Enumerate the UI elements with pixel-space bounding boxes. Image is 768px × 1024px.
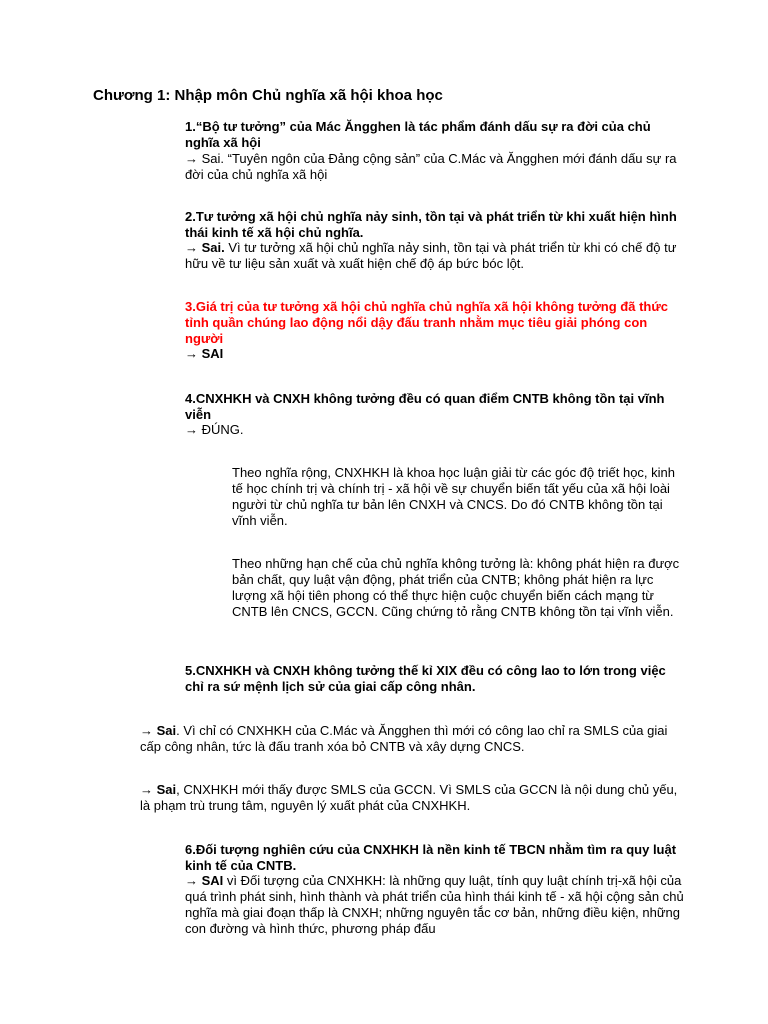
question-5: 5.CNXHKH và CNXH không tưởng thế kỉ XIX đều có công lao to lớn trong việc chỉ ra sứ mệnh lịch sử của giai cấp công nhân. — [185, 663, 666, 694]
answer-2-arrow: → — [185, 240, 202, 255]
answer-5-a-verdict: Sai — [156, 723, 177, 738]
answer-5-b-verdict: Sai — [156, 782, 177, 797]
answer-2 — [185, 240, 685, 272]
question-1: 1.“Bộ tư tưởng” của Mác Ăngghen là tác phẩm đánh dấu sự ra đời của chủ nghĩa xã hội — [185, 119, 651, 150]
answer-5-a-arrow: → — [140, 723, 157, 738]
question-3: 3.Giá trị của tư tưởng xã hội chủ nghĩa chủ nghĩa xã hội không tưởng đã thức tỉnh quần chúng lao động nổi dậy đấu tranh nhằm mục tiêu giải phóng con người — [185, 299, 668, 346]
answer-4-paragraph-1: Theo nghĩa rộng, CNXHKH là khoa học luận giải từ các góc độ triết học, kinh tế học chính trị và chính trị - xã hội về sự chuyển biến tất yếu của xã hội loài người từ chủ nghĩa tư bản lên CNXH và CNCS. Do đó CNTB không tồn tại vĩnh viễn. — [232, 465, 676, 528]
answer-6-text: vì Đối tượng của CNXHKH: là những quy luật, tính quy luật chính trị-xã hội của quá trình phát sinh, hình thành và phát triển của hình thái kinh tế - xã hội cộng sản chủ nghĩa mà giai đoạn thấp là CNXH; những nguyên tắc cơ bản, những điều kiện, những con đường và hình thức, phương pháp đấu — [185, 873, 684, 936]
answer-5-a-text: . Vì chỉ có CNXHKH của C.Mác và Ăngghen thì mới có công lao chỉ ra SMLS của giai cấp công nhân, tức là đấu tranh xóa bỏ CNTB và xây dựng CNCS. — [140, 723, 668, 754]
question-6: 6.Đối tượng nghiên cứu của CNXHKH là nền kinh tế TBCN nhằm tìm ra quy luật kinh tế của CNTB. — [185, 842, 677, 873]
answer-1-text: “Tuyên ngôn của Đảng cộng sản” của C.Mác và Ăngghen mới đánh dấu sự ra đời của chủ nghĩa xã hội — [185, 151, 677, 182]
answer-1 — [185, 151, 685, 183]
answer-1-prefix: → Sai. — [185, 151, 225, 166]
answer-5-b-arrow: → — [140, 782, 157, 797]
answer-6 — [185, 873, 685, 937]
answer-6-verdict: → SAI — [185, 873, 224, 888]
answer-3: → SAI — [185, 346, 224, 361]
answer-5-a — [140, 723, 685, 755]
answer-4-paragraph-2: Theo những hạn chế của chủ nghĩa không tưởng là: không phát hiện ra được bản chất, quy luật vận động, phát triển của CNTB; không phát hiện ra lực lượng xã hội tiên phong có thể thực hiện cuộc chuyển biến cách mạng từ CNTB lên CNCS, GCCN. Cũng chứng tỏ rằng CNTB không tồn tại vĩnh viễn. — [232, 556, 680, 619]
answer-5-b-text: , CNXHKH mới thấy được SMLS của GCCN. Vì SMLS của GCCN là nội dung chủ yếu, là phạm trù trung tâm, nguyên lý xuất phát của CNXHKH. — [140, 782, 678, 813]
answer-5-b — [140, 782, 685, 814]
answer-4: → ĐÚNG. — [185, 422, 244, 437]
answer-2-text: Vì tư tưởng xã hội chủ nghĩa nảy sinh, tồn tại và phát triển từ khi có chế độ tư hữu về tư liệu sản xuất và xuất hiện chế độ áp bức bóc lột. — [185, 240, 677, 271]
page-title: Chương 1: Nhập môn Chủ nghĩa xã hội khoa học — [93, 87, 443, 104]
answer-2-verdict: Sai. — [201, 240, 225, 255]
question-4: 4.CNXHKH và CNXH không tưởng đều có quan điểm CNTB không tồn tại vĩnh viễn — [185, 391, 665, 422]
question-2: 2.Tư tưởng xã hội chủ nghĩa nảy sinh, tồn tại và phát triển từ khi xuất hiện hình thái kinh tế xã hội chủ nghĩa. — [185, 209, 677, 240]
